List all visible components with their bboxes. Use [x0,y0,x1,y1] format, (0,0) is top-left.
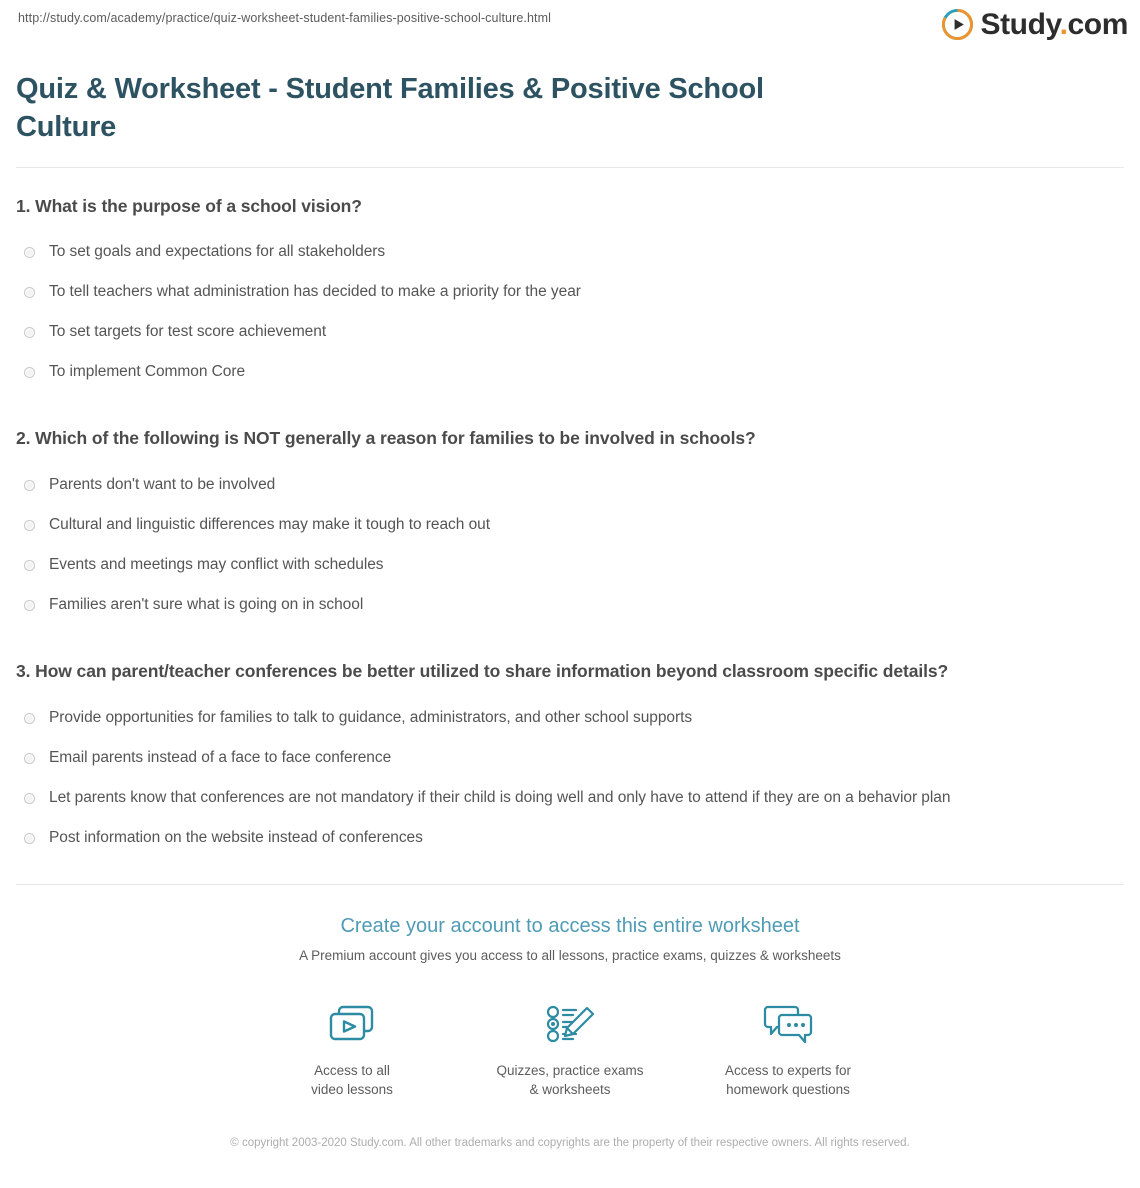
question-block [16,659,1124,858]
question-text: 1. What is the purpose of a school vision? [16,195,362,216]
answer-option[interactable] [16,232,1124,272]
radio-button-icon[interactable] [24,327,35,338]
worksheet-content [0,70,1140,1153]
study-com-logo[interactable] [942,9,1128,40]
benefits-list [16,998,1124,1099]
answer-option-label: To tell teachers what administration has decided to make a priority for the year [49,283,581,301]
answer-option-label: Provide opportunities for families to talk to guidance, administrators, and other school supports [49,708,693,726]
answer-option[interactable] [16,698,1124,738]
chat-bubbles-icon [679,998,897,1050]
radio-button-icon[interactable] [24,560,35,571]
question-block [16,194,1124,393]
benefit-label-line2: & worksheets [529,1082,611,1098]
question-text: 3. How can parent/teacher conferences be better utilized to share information beyond classroom specific details? [16,661,949,682]
answer-option-label: Parents don't want to be involved [49,476,276,494]
radio-button-icon[interactable] [24,600,35,611]
benefit-label-line1: Access to all [314,1062,390,1078]
brand-dot: . [1059,7,1068,41]
answer-option-label: Events and meetings may conflict with schedules [49,556,384,574]
benefit-label-line1: Access to experts for [724,1062,852,1078]
radio-button-icon[interactable] [24,367,35,378]
page-header [0,0,1140,58]
radio-button-icon[interactable] [24,833,35,844]
answer-option[interactable] [16,545,1124,585]
question-block [16,426,1124,625]
answer-option-label: Post information on the website instead of conferences [49,828,423,846]
benefit-label-line1: Quizzes, practice exams [496,1062,644,1078]
promo-subtext: A Premium account gives you access to all lessons, practice exams, quizzes & worksheets [299,948,841,964]
benefit-label-line2: video lessons [311,1082,393,1098]
benefit-item [461,998,679,1099]
benefit-item [679,998,897,1099]
answer-option[interactable] [16,272,1124,312]
answer-option[interactable] [16,465,1124,505]
answer-option-label: Email parents instead of a face to face conference [49,748,392,766]
benefit-label [243,1061,461,1099]
page-title: Quiz & Worksheet - Student Families & Positive School Culture [16,73,764,144]
radio-button-icon[interactable] [24,480,35,491]
question-text: 2. Which of the following is NOT generally a reason for families to be involved in schools? [16,428,756,449]
quiz-pencil-icon [461,998,679,1050]
brand-wordmark [980,7,1128,41]
answer-option-label: To implement Common Core [49,363,246,381]
answer-option[interactable] [16,778,1124,818]
radio-button-icon[interactable] [24,753,35,764]
benefit-label-line2: homework questions [726,1082,850,1098]
answer-option-label: To set goals and expectations for all stakeholders [49,243,386,261]
title-divider [16,167,1124,168]
radio-button-icon[interactable] [24,793,35,804]
answer-option[interactable] [16,585,1124,625]
question-list [16,194,1124,859]
benefit-label [461,1061,679,1099]
radio-button-icon[interactable] [24,520,35,531]
source-url: http://study.com/academy/practice/quiz-worksheet-student-families-positive-school-culture.html [18,11,551,25]
answer-option-label: Cultural and linguistic differences may make it tough to reach out [49,516,490,534]
answer-option-label: Families aren't sure what is going on in school [49,596,364,614]
copyright-text: © copyright 2003-2020 Study.com. All other trademarks and copyrights are the property of their respective owners. All rights reserved. [230,1137,910,1150]
answer-option[interactable] [16,312,1124,352]
answer-option-label: To set targets for test score achievement [49,323,327,341]
radio-button-icon[interactable] [24,713,35,724]
brand-name-part2: com [1067,7,1128,41]
video-lessons-icon [243,998,461,1050]
answer-option[interactable] [16,505,1124,545]
radio-button-icon[interactable] [24,247,35,258]
brand-name-part1: Study [980,7,1060,41]
premium-promo [16,884,1124,1152]
benefit-label [679,1061,897,1099]
create-account-link[interactable]: Create your account to access this entire worksheet [340,915,800,938]
radio-button-icon[interactable] [24,287,35,298]
promo-body [16,885,1124,1152]
answer-option[interactable] [16,738,1124,778]
answer-option[interactable] [16,818,1124,858]
play-circle-icon [942,9,973,40]
answer-option-label: Let parents know that conferences are not mandatory if their child is doing well and only have to attend if they are on a behavior plan [49,788,951,806]
benefit-item [243,998,461,1099]
answer-option[interactable] [16,352,1124,392]
